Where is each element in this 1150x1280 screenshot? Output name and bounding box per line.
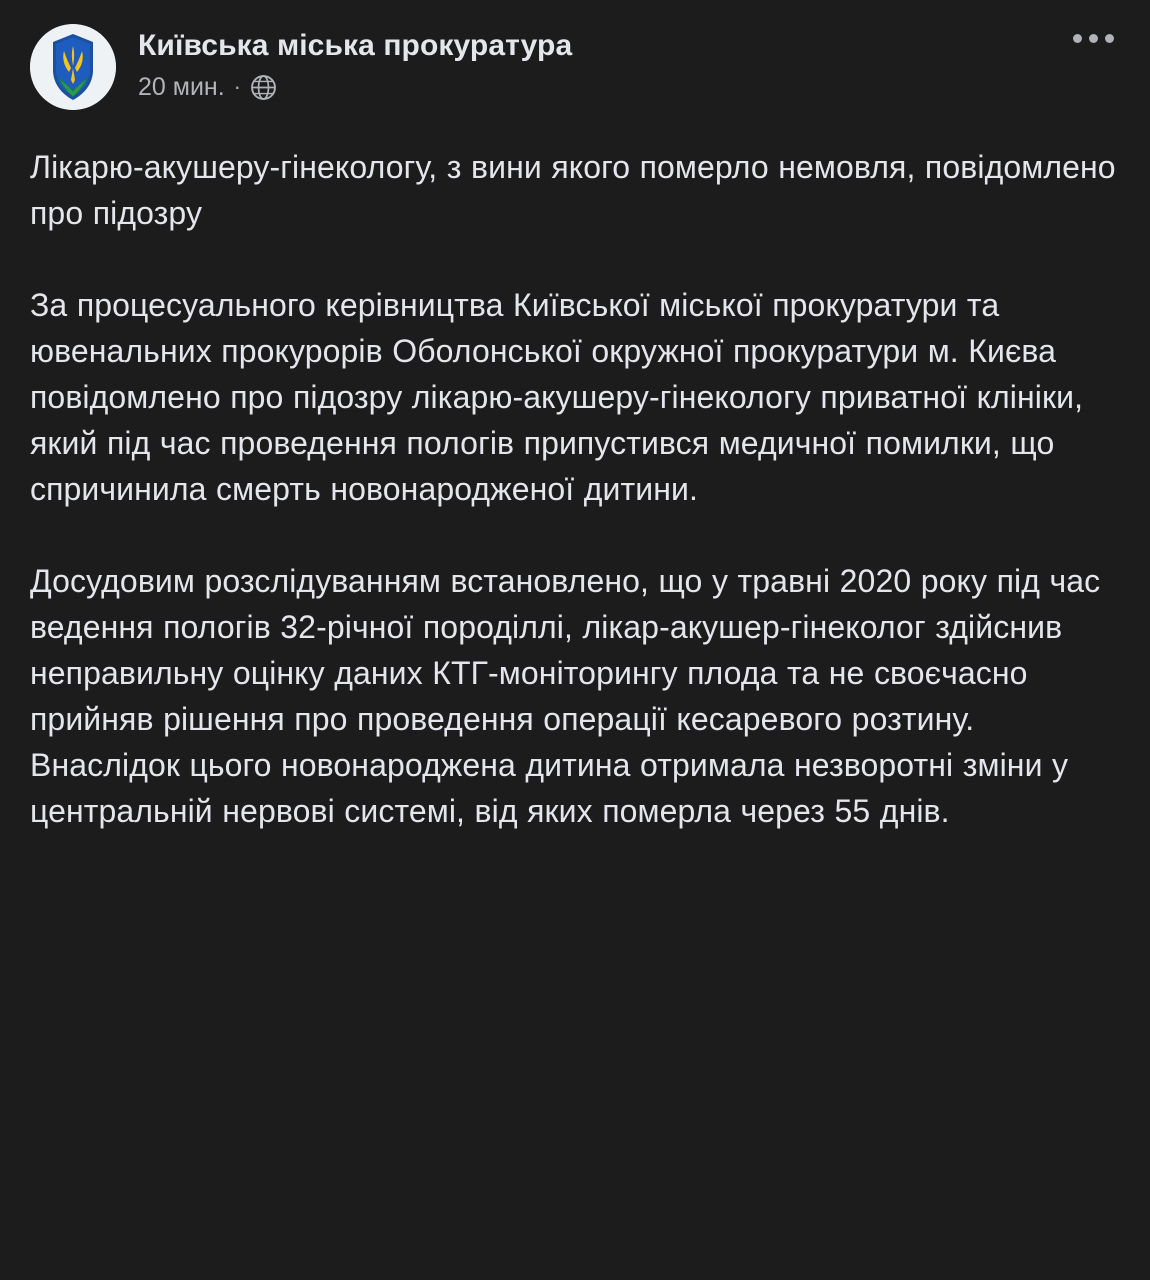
page-name[interactable]: Київська міська прокуратура [138,29,573,62]
dot [1105,34,1114,43]
post-timestamp[interactable]: 20 мин. [138,73,225,101]
post-body [30,144,1126,874]
more-options-icon[interactable] [1073,34,1114,43]
globe-icon[interactable] [250,74,277,101]
post-header [30,16,1120,114]
dot [1089,34,1098,43]
post-meta [138,72,572,102]
post-paragraph: Досудовим розслідуванням встановлено, що у травні 2020 року під час ведення пологів 32-річної породіллі, лікар-акушер-гінеколог здійснив неправильну оцінку даних КТГ-моніторингу плода та не своєчасно прийняв рішення про проведення операції кесаревого розтину. Внаслідок цього новонароджена дитина отримала незворотні зміни у центральній нервові системі, від яких померла через 55 днів. [30,563,1110,829]
post-header-text [138,22,572,102]
avatar[interactable] [30,24,116,110]
dot [1073,34,1082,43]
post-paragraph-headline: Лікарю-акушеру-гінекологу, з вини якого померло немовля, повідомлено про підозру [30,149,1126,231]
meta-separator: · [233,74,241,99]
post-paragraph: За процесуального керівництва Київської міської прокуратури та ювенальних прокурорів Оболонської окружної прокуратури м. Києва повідомлено про підозру лікарю-акушеру-гінекологу приватної клініки, який під час проведення пологів припустився медичної помилки, що спричинила смерть новонародженої дитини. [30,287,1093,507]
